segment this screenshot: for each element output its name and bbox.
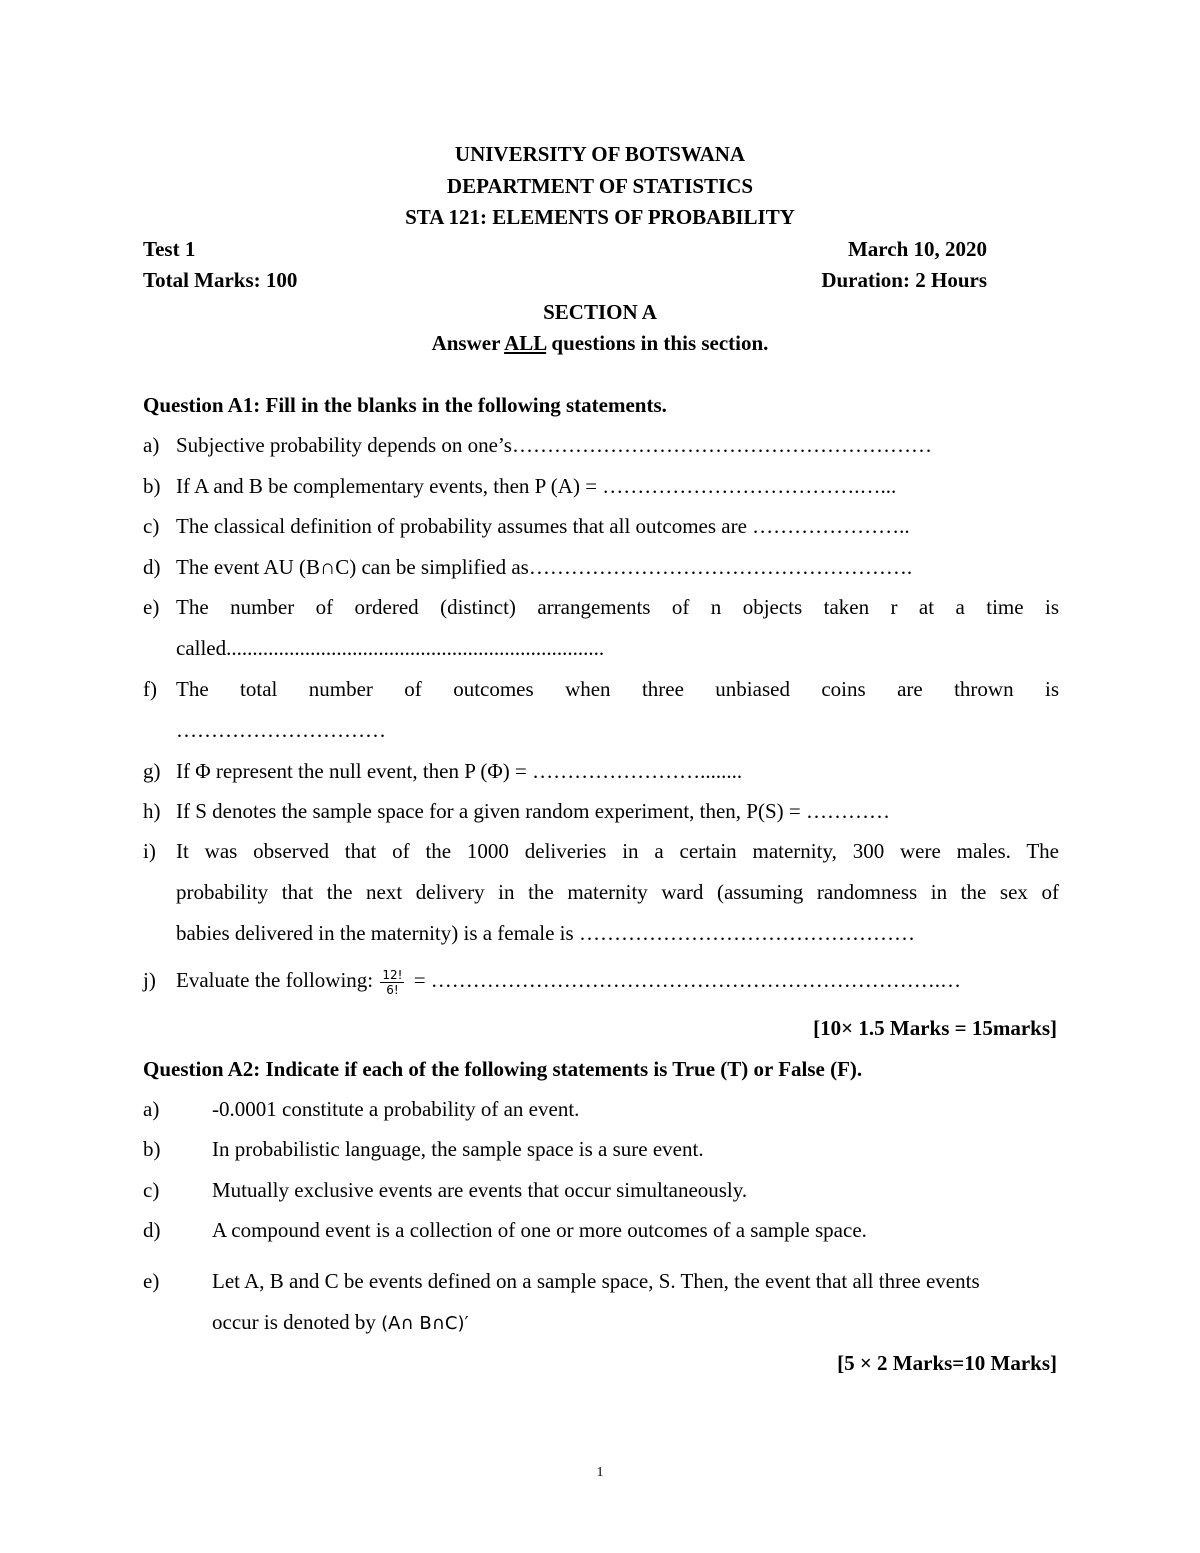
item-text: The classical definition of probability assumes that all outcomes are ………………….. [176, 514, 910, 538]
fraction-denominator: 6! [386, 982, 399, 997]
item-text-line2-pre: occur is denoted by [212, 1310, 382, 1334]
item-text: A compound event is a collection of one or more outcomes of a sample space. [212, 1218, 867, 1242]
item-text-line2: ………………………… [176, 718, 386, 742]
a1-item-a [143, 425, 1059, 466]
item-text-pre: Evaluate the following: [176, 968, 379, 992]
a1-item-g [143, 751, 1059, 792]
duration: Duration: 2 Hours [821, 268, 987, 292]
a1-item-f [143, 669, 1059, 751]
instruction-text-post: questions in this section. [546, 331, 769, 355]
item-text: Subjective probability depends on one’s…………………………………………………… [176, 433, 932, 457]
university-name: UNIVERSITY OF BOTSWANA [454, 142, 746, 166]
a1-item-b [143, 466, 1059, 507]
item-label: f) [143, 677, 157, 701]
section-title: SECTION A [543, 300, 657, 324]
section-instruction [0, 331, 1200, 356]
test-date: March 10, 2020 [847, 237, 987, 261]
a2-marks: [5 × 2 Marks=10 Marks] [837, 1351, 1057, 1375]
a1-item-d [143, 547, 1059, 588]
question-a1-heading: Question A1: Fill in the blanks in the following statements. [143, 393, 667, 417]
item-text: If A and B be complementary events, then P (A) = ……………………………….…... [176, 474, 897, 498]
item-label: e) [143, 1269, 160, 1293]
course-title: STA 121: ELEMENTS OF PROBABILITY [405, 205, 795, 229]
a1-item-h [143, 791, 1059, 832]
item-text-post: = ……………………………………………………………….… [408, 968, 962, 992]
item-text-line1: Let A, B and C be events defined on a sample space, S. Then, the event that all three events [212, 1269, 980, 1293]
a2-item-d [143, 1210, 1059, 1251]
item-label: b) [143, 474, 161, 498]
a2-item-e [143, 1261, 1059, 1344]
a2-item-c [143, 1170, 1059, 1211]
item-text: If S denotes the sample space for a given random experiment, then, P(S) = ………… [176, 799, 890, 823]
fraction [380, 968, 404, 997]
item-label: j) [143, 968, 156, 992]
a1-item-c [143, 506, 1059, 547]
a1-item-i [143, 831, 1059, 954]
item-label: b) [143, 1137, 161, 1161]
item-text-line1: The number of ordered (distinct) arrangements of n objects taken r at a time is [176, 595, 1059, 619]
department-name: DEPARTMENT OF STATISTICS [446, 174, 754, 198]
item-text: Mutually exclusive events are events that occur simultaneously. [212, 1178, 748, 1202]
a1-item-e [143, 587, 1059, 669]
item-text [176, 960, 1059, 1001]
question-a2-heading: Question A2: Indicate if each of the following statements is True (T) or False (F). [143, 1057, 863, 1081]
item-label: a) [143, 433, 160, 457]
item-label: e) [143, 595, 160, 619]
page-number: 1 [596, 1465, 604, 1480]
marks-duration-row [143, 268, 987, 293]
item-text-line1: It was observed that of the 1000 deliveries in a certain maternity, 300 were males. The [176, 839, 1059, 863]
fraction-numerator: 12! [382, 967, 403, 982]
instruction-all: ALL [504, 331, 547, 355]
item-label: d) [143, 1218, 161, 1242]
item-text-line2 [212, 1302, 1059, 1344]
item-text: If Φ represent the null event, then P (Φ) = ……………………........ [176, 759, 743, 783]
item-text: The event AU (B∩C) can be simplified as………………………………………………. [176, 555, 913, 579]
test-label: Test 1 [143, 237, 196, 261]
item-label: a) [143, 1097, 160, 1121]
a2-item-b [143, 1129, 1059, 1170]
instruction-text-pre: Answer [431, 331, 505, 355]
a1-item-j [143, 960, 1059, 1001]
a2-item-a [143, 1089, 1059, 1130]
total-marks: Total Marks: 100 [143, 268, 298, 292]
item-label: h) [143, 799, 161, 823]
set-expression: (A∩ B∩C)′ [381, 1313, 469, 1334]
item-label: c) [143, 514, 160, 538]
item-text: In probabilistic language, the sample space is a sure event. [212, 1137, 704, 1161]
item-label: c) [143, 1178, 160, 1202]
item-text-line2: called........................................................................ [176, 636, 605, 660]
item-label: g) [143, 759, 161, 783]
test-date-row [143, 237, 987, 262]
a1-marks: [10× 1.5 Marks = 15marks] [813, 1016, 1057, 1040]
item-text-line1: The total number of outcomes when three unbiased coins are thrown is [176, 677, 1059, 701]
item-text: -0.0001 constitute a probability of an event. [212, 1097, 580, 1121]
item-label: i) [143, 839, 156, 863]
item-text-line3: babies delivered in the maternity) is a female is ………………………………………… [176, 921, 915, 945]
item-text-line2: probability that the next delivery in the maternity ward (assuming randomness in the sex of [176, 880, 1059, 904]
item-label: d) [143, 555, 161, 579]
